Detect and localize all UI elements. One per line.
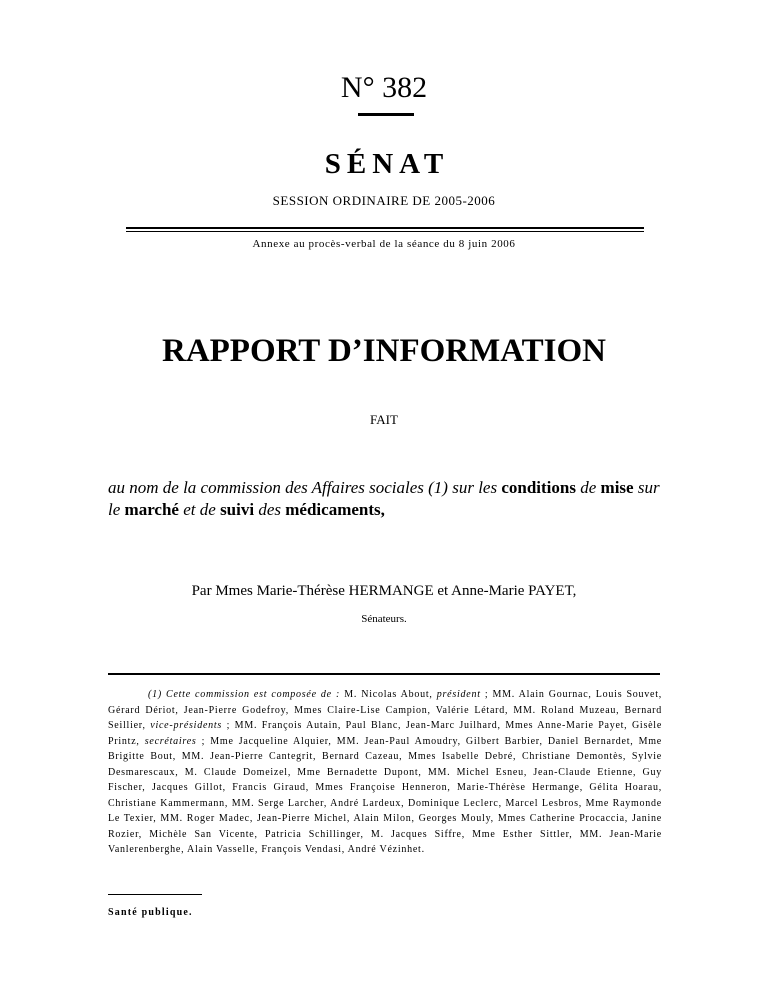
subject-text: de bbox=[575, 478, 601, 497]
footnote-intro: (1) Cette commission est composée de : bbox=[148, 689, 341, 700]
subject-keyword: marché bbox=[124, 500, 179, 519]
footnote-text: ; MM. Alain Gournac, Louis Souvet, Gérard Dériot, Jean-Pierre Godefroy, Mmes Claire-Lise Campion, Valérie Létard, MM. Roland Muzeau, Bernard Seillier, bbox=[108, 689, 662, 731]
subject-text: au nom de la commission des Affaires sociales (1) sur les bbox=[108, 478, 502, 497]
subject-text: et de bbox=[178, 500, 221, 519]
fait-label: FAIT bbox=[370, 412, 398, 427]
subject-keyword: suivi bbox=[220, 500, 255, 519]
number-underline bbox=[358, 113, 414, 116]
chamber-name: SÉNAT bbox=[324, 148, 450, 180]
subject-text: des bbox=[254, 500, 286, 519]
double-rule-thin bbox=[126, 231, 644, 232]
report-title: RAPPORT D’INFORMATION bbox=[161, 333, 607, 369]
footnote-role-president: président bbox=[436, 689, 481, 700]
subject-text: sur le bbox=[108, 478, 660, 519]
authors-role: Sénateurs. bbox=[361, 613, 407, 625]
report-subject bbox=[108, 477, 664, 521]
double-rule-thick bbox=[126, 227, 644, 229]
footnote-rule bbox=[108, 673, 660, 675]
subject-keyword-label: Santé publique. bbox=[108, 907, 193, 918]
document-number: N° 382 bbox=[340, 71, 428, 104]
footnote-text: ; MM. François Autain, Paul Blanc, Jean-Marc Juilhard, Mmes Anne-Marie Payet, Gisèle Printz, bbox=[108, 720, 663, 747]
keyword-rule bbox=[108, 894, 202, 895]
subject-keyword: conditions bbox=[501, 478, 576, 497]
commission-footnote bbox=[108, 687, 662, 858]
annexe-line: Annexe au procès-verbal de la séance du 8 juin 2006 bbox=[252, 238, 516, 250]
authors-line: Par Mmes Marie-Thérèse HERMANGE et Anne-Marie PAYET, bbox=[191, 583, 577, 599]
session-label: SESSION ORDINAIRE DE 2005-2006 bbox=[272, 193, 496, 208]
footnote-role-secretaires: secrétaires bbox=[144, 735, 197, 747]
subject-keyword: médicaments, bbox=[285, 500, 385, 519]
subject-keyword: mise bbox=[600, 478, 634, 497]
footnote-role-vice-presidents: vice-présidents bbox=[150, 720, 223, 731]
footnote-text: ; Mme Jacqueline Alquier, MM. Jean-Paul Amoudry, Gilbert Barbier, Daniel Bernardet, Mme Brigitte Bout, MM. Jean-Pierre Cantegrit, Bernard Cazeau, Mmes Isabelle Debré, Christiane Demontès, Sylvie Desmarescaux, M. Claude Domeizel, Mme Bernadette Dupont, MM. Michel Esneu, Jean-Claude Etienne, Guy Fischer, Jacques Gillot, Francis Giraud, Mmes Françoise Henneron, Marie-Thérèse Hermange, Gélita Hoarau, Christiane Kammermann, MM. Serge Larcher, André Lardeux, Dominique Leclerc, Marcel Lesbros, Mme Raymonde Le Texier, MM. Roger Madec, Jean-Pierre Michel, Alain Milon, Georges Mouly, Mmes Catherine Procaccia, Janine Rozier, Michèle San Vicente, Patricia Schillinger, M. Jacques Siffre, Mme Esther Sittler, MM. Jean-Marie Vanlerenberghe, Alain Vasselle, François Vendasi, André Vézinhet. bbox=[108, 735, 663, 855]
footnote-text: M. Nicolas About, bbox=[340, 689, 437, 700]
